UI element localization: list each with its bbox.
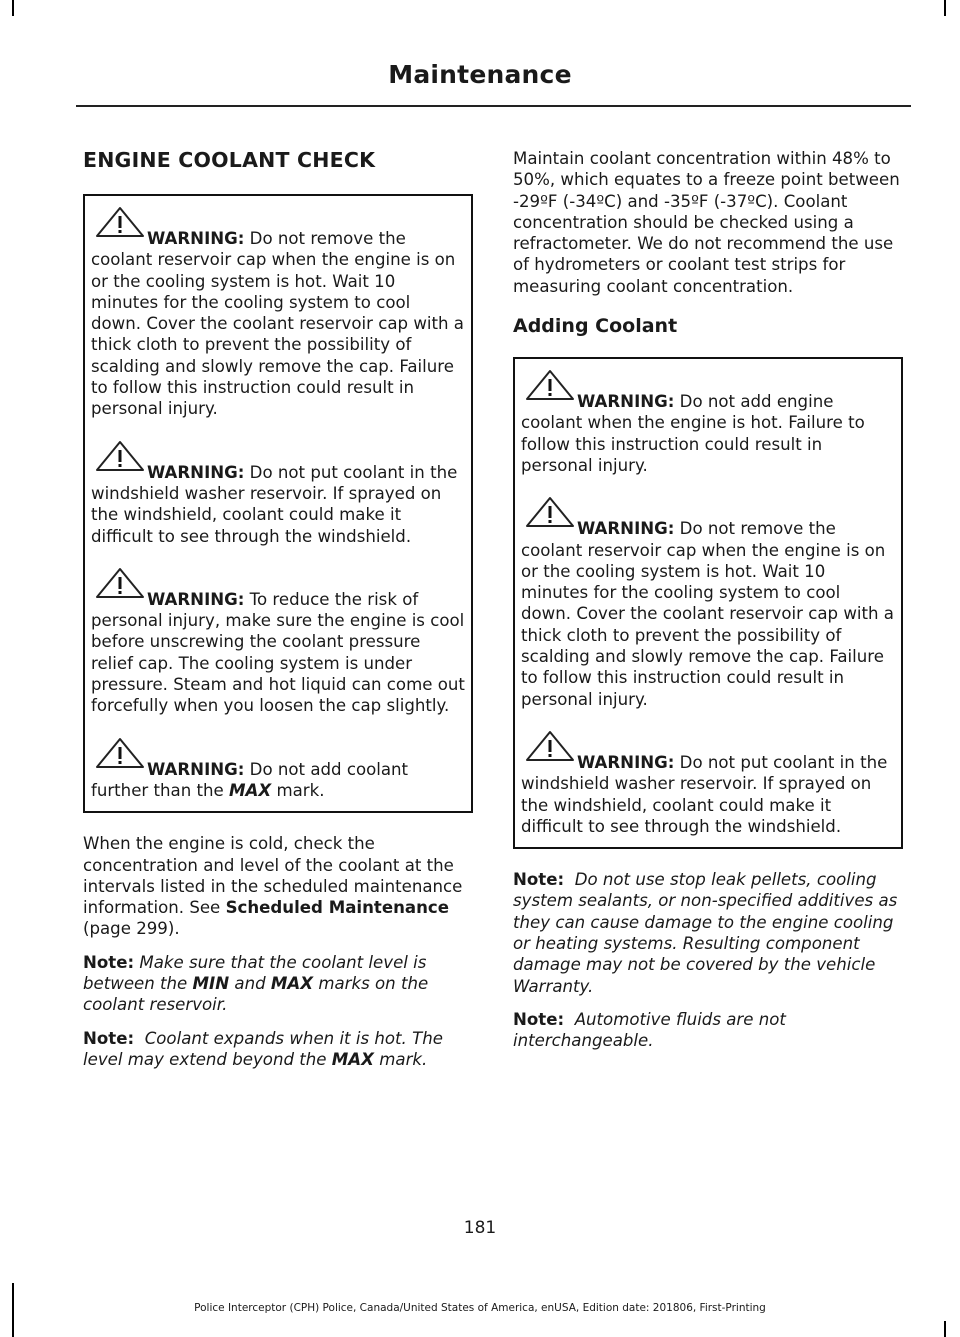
warning-box	[513, 357, 903, 849]
note-label: Note:	[513, 1009, 565, 1029]
paragraph-text: When the engine is cold, check the concentration and level of the coolant at the intervals listed in the scheduled maintenance information. See	[83, 834, 463, 918]
warning-item	[521, 496, 895, 710]
warning-body: Do not remove the coolant reservoir cap when the engine is on or the cooling system is hot. Wait 10 minutes for the cooling system to cool down. Cover the coolant reservoir cap with a thick cloth to prevent the possibility of scalding and slowly remove the cap. Failure to follow this instruction could result in personal injury.	[91, 229, 464, 419]
warning-item	[91, 737, 465, 802]
note-text: Do not use stop leak pellets, cooling system sealants, or non-specified additives as they can cause damage to the engine cooling or heating systems. Resulting component damage may not be covered by the vehicle Warranty.	[513, 870, 898, 996]
warning-triangle-icon	[524, 496, 576, 528]
section-heading: ENGINE COOLANT CHECK	[83, 148, 376, 172]
warning-triangle-icon	[524, 730, 576, 762]
warning-body: Do not remove the coolant reservoir cap when the engine is on or the cooling system is hot. Wait 10 minutes for the cooling system to cool down. Cover the coolant reservoir cap with a thick cloth to prevent the possibility of scalding and slowly remove the cap. Failure to follow this instruction could result in personal injury.	[521, 519, 894, 709]
body-paragraph: Maintain coolant concentration within 48% to 50%, which equates to a freeze point between -29ºF (-34ºC) and -35ºF (-37ºC). Coolant concentration should be checked using a refractometer. We do not recommend the use of hydrometers or coolant test strips for measuring coolant concentration.	[513, 149, 900, 296]
note-text: marks on the coolant reservoir.	[83, 974, 429, 1015]
page-reference: (page 299).	[83, 919, 180, 939]
warning-label: WARNING:	[147, 229, 245, 248]
warning-body-end: mark.	[276, 780, 325, 800]
warning-text	[91, 440, 465, 547]
note-label: Note:	[83, 1028, 135, 1048]
max-mark-term: MAX	[270, 974, 314, 994]
left-column	[83, 148, 473, 1082]
warning-text	[521, 496, 895, 710]
warning-label: WARNING:	[147, 759, 245, 779]
note-text: Automotive fluids are not interchangeable.	[513, 1009, 786, 1051]
warning-body: Do not add engine coolant when the engine is hot. Failure to follow this instruction could result in personal injury.	[521, 392, 865, 475]
page-header-title: Maintenance	[388, 60, 572, 89]
warning-label: WARNING:	[577, 392, 675, 412]
note-text: Make sure that the coolant level is between the	[83, 952, 427, 994]
warning-text	[91, 206, 465, 420]
max-mark-term: MAX	[229, 780, 272, 800]
warning-body: Do not put coolant in the windshield washer reservoir. If sprayed on the windshield, coolant could make it difficult to see through the windshield.	[91, 462, 458, 546]
warning-label: WARNING:	[577, 752, 675, 772]
note-label: Note:	[83, 952, 135, 972]
warning-body: To reduce the risk of personal injury, make sure the engine is cool before unscrewing the coolant pressure relief cap. The cooling system is under pressure. Steam and hot liquid can come out forcefully when you loosen the cap slightly.	[91, 589, 465, 716]
warning-box	[83, 194, 473, 813]
warning-body: Do not add coolant further than the	[91, 759, 409, 800]
warning-text	[91, 567, 465, 717]
warning-triangle-icon	[94, 440, 146, 472]
subsection-heading: Adding Coolant	[513, 315, 678, 338]
warning-item	[91, 206, 465, 420]
min-mark-term: MIN	[192, 974, 230, 994]
crop-mark	[12, 0, 14, 16]
note-text: and	[234, 974, 266, 994]
note	[83, 952, 473, 1016]
warning-triangle-icon	[94, 567, 146, 599]
warning-triangle-icon	[524, 369, 576, 401]
max-mark-term: MAX	[331, 1049, 374, 1069]
warning-item	[521, 369, 895, 476]
warning-triangle-icon	[94, 737, 146, 769]
warning-item	[521, 730, 895, 837]
note	[513, 1009, 903, 1052]
crop-mark	[944, 1321, 946, 1337]
note	[83, 1028, 473, 1071]
warning-label: WARNING:	[147, 462, 245, 482]
note-text: mark.	[379, 1049, 428, 1069]
cross-reference-link[interactable]: Scheduled Maintenance	[225, 898, 450, 918]
warning-triangle-icon	[94, 206, 146, 238]
header-divider	[76, 105, 911, 107]
page-number: 181	[463, 1218, 497, 1238]
warning-text	[91, 737, 465, 802]
body-paragraph	[83, 833, 473, 939]
warning-label: WARNING:	[147, 589, 245, 609]
warning-text	[521, 369, 895, 476]
warning-item	[91, 567, 465, 717]
warning-text	[521, 730, 895, 837]
right-column	[513, 148, 903, 1064]
note-text: Coolant expands when it is hot. The level may extend beyond the	[83, 1028, 443, 1069]
note-label: Note:	[513, 870, 565, 890]
warning-item	[91, 440, 465, 547]
crop-mark	[944, 0, 946, 16]
document-footer: Police Interceptor (CPH) Police, Canada/United States of America, enUSA, Edition date: 201806, First-Printing	[194, 1302, 766, 1314]
warning-label: WARNING:	[577, 519, 675, 539]
note	[513, 869, 903, 997]
warning-body: Do not put coolant in the windshield washer reservoir. If sprayed on the windshield, coolant could make it difficult to see through the windshield.	[521, 752, 888, 836]
